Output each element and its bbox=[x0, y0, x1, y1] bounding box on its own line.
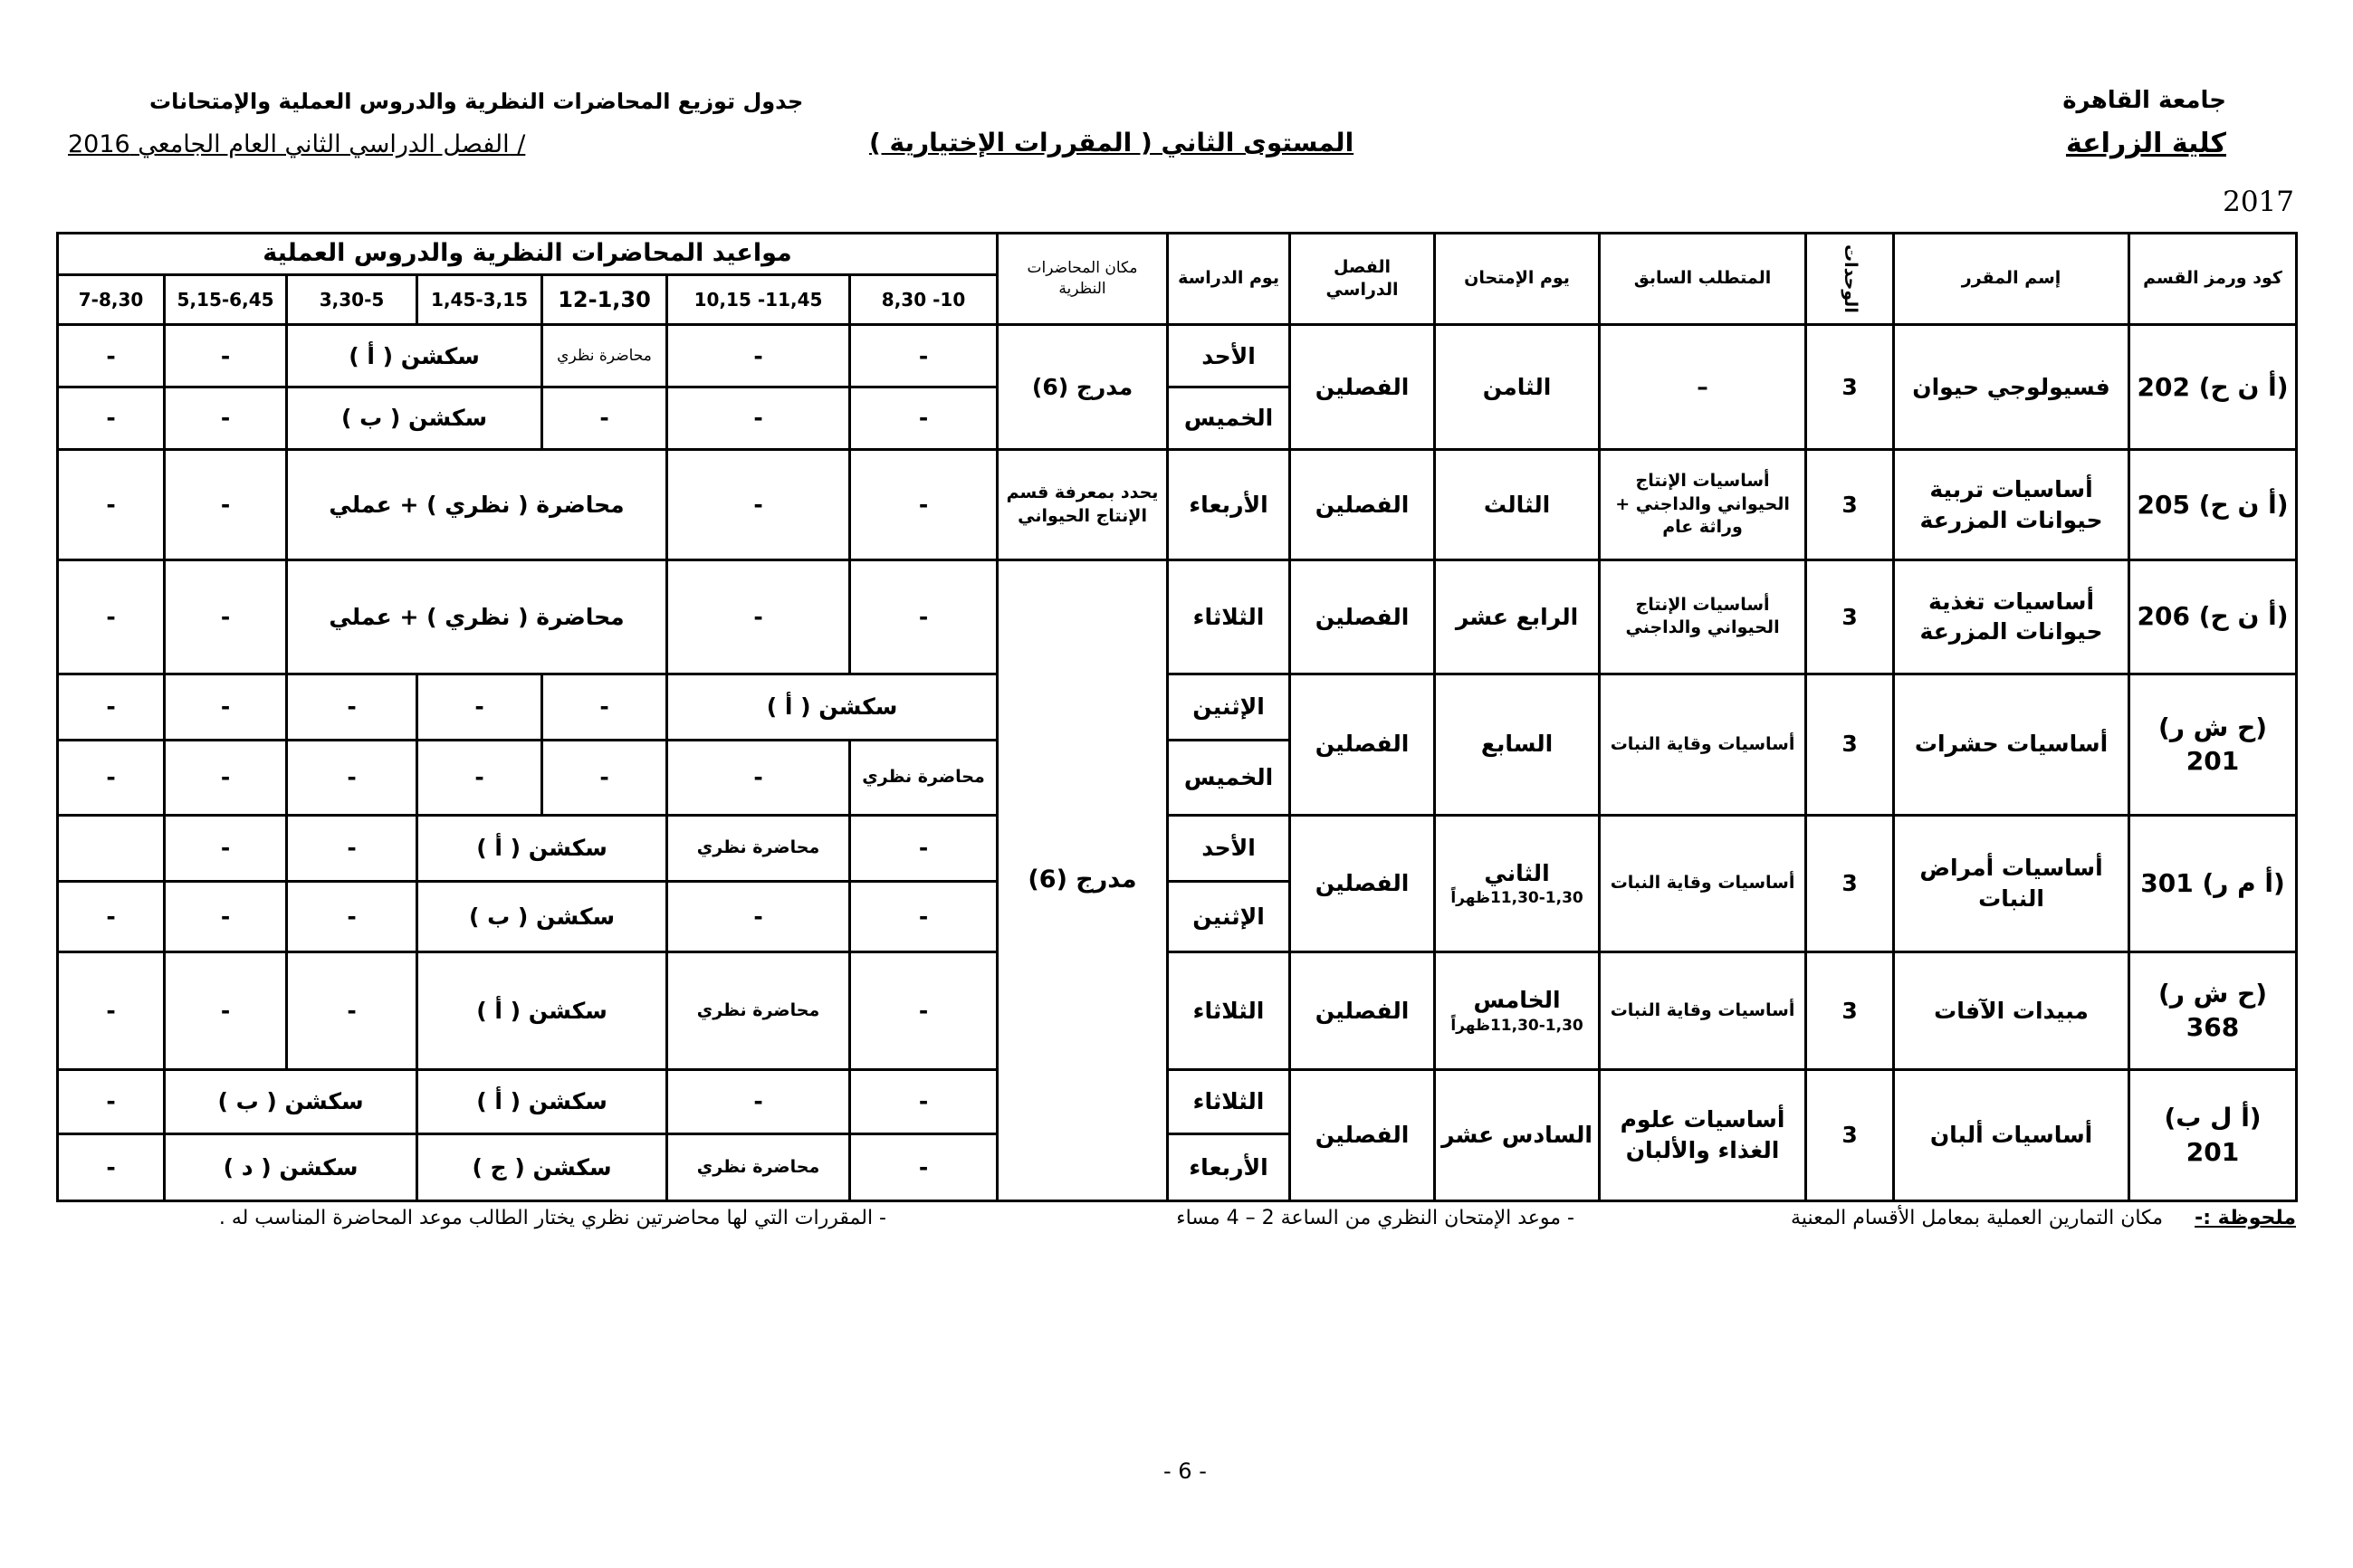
course-name: أساسيات تربية حيوانات المزرعة bbox=[1894, 450, 2129, 560]
schedule-table bbox=[56, 232, 2298, 1202]
time-slot-4: 1,45-3,15 bbox=[417, 274, 542, 325]
slot-cell: - bbox=[850, 881, 998, 951]
course-term: الفصلين bbox=[1290, 450, 1435, 560]
study-day: الأربعاء bbox=[1168, 450, 1290, 560]
course-units: 3 bbox=[1806, 674, 1894, 815]
course-code: (أ ل ب) 201 bbox=[2129, 1069, 2297, 1200]
header-times-title: مواعيد المحاضرات النظرية والدروس العملية bbox=[58, 234, 998, 275]
header-exam-day: يوم الإمتحان bbox=[1435, 234, 1600, 325]
course-name: أساسيات ألبان bbox=[1894, 1069, 2129, 1200]
note-lectures: - المقررات التي لها محاضرتين نظري يختار الطالب موعد المحاضرة المناسب له . bbox=[218, 1207, 886, 1229]
course-term: الفصلين bbox=[1290, 952, 1435, 1070]
slot-cell: - bbox=[850, 387, 998, 450]
slot-cell: محاضرة نظري bbox=[667, 952, 850, 1070]
study-day: الخميس bbox=[1168, 387, 1290, 450]
faculty-name: كلية الزراعة bbox=[2065, 128, 2226, 159]
course-term: الفصلين bbox=[1290, 325, 1435, 450]
slot-cell: سكشن ( د ) bbox=[165, 1133, 417, 1200]
level-title: المستوى الثاني ( المقررات الإختيارية ) bbox=[869, 128, 1354, 158]
header-prereq: المتطلب السابق bbox=[1600, 234, 1806, 325]
table-row bbox=[58, 325, 2297, 387]
slot-cell: محاضرة ( نظري ) + عملي bbox=[287, 450, 667, 560]
course-exam: السابع bbox=[1435, 674, 1600, 815]
slot-cell: - bbox=[850, 560, 998, 674]
slot-cell: - bbox=[667, 325, 850, 387]
course-units: 3 bbox=[1806, 815, 1894, 951]
slot-cell: محاضرة ( نظري ) + عملي bbox=[287, 560, 667, 674]
slot-cell: - bbox=[667, 387, 850, 450]
slot-cell: - bbox=[58, 740, 165, 815]
course-name: فسيولوجي حيوان bbox=[1894, 325, 2129, 450]
course-term: الفصلين bbox=[1290, 815, 1435, 951]
course-code: (أ ن ح) 206 bbox=[2129, 560, 2297, 674]
slot-cell: - bbox=[287, 674, 417, 740]
course-exam bbox=[1435, 952, 1600, 1070]
slot-cell: - bbox=[58, 881, 165, 951]
slot-cell: - bbox=[850, 1069, 998, 1133]
slot-cell: - bbox=[287, 952, 417, 1070]
course-units: 3 bbox=[1806, 560, 1894, 674]
study-day: الخميس bbox=[1168, 740, 1290, 815]
study-day: الثلاثاء bbox=[1168, 1069, 1290, 1133]
slot-cell: - bbox=[58, 1069, 165, 1133]
slot-cell: - bbox=[165, 815, 287, 881]
study-day: الأربعاء bbox=[1168, 1133, 1290, 1200]
course-exam: الثالث bbox=[1435, 450, 1600, 560]
study-day: الثلاثاء bbox=[1168, 560, 1290, 674]
exam-time: 11,30-1,30ظهراً bbox=[1450, 889, 1583, 908]
study-day: الأحد bbox=[1168, 325, 1290, 387]
slot-cell: سكشن ( ب ) bbox=[287, 387, 542, 450]
time-slot-1: 10- 8,30 bbox=[850, 274, 998, 325]
course-term: الفصلين bbox=[1290, 560, 1435, 674]
slot-cell: سكشن ( أ ) bbox=[287, 325, 542, 387]
note-practical: مكان التمارين العملية بمعامل الأقسام المعنية bbox=[1791, 1207, 2163, 1229]
note-exam-time: - موعد الإمتحان النظري من الساعة 2 – 4 مساء bbox=[1176, 1207, 1574, 1229]
course-exam: الرابع عشر bbox=[1435, 560, 1600, 674]
course-name: أساسيات أمراض النبات bbox=[1894, 815, 2129, 951]
course-exam: السادس عشر bbox=[1435, 1069, 1600, 1200]
header-study-day: يوم الدراسة bbox=[1168, 234, 1290, 325]
course-exam: الثامن bbox=[1435, 325, 1600, 450]
course-place: مدرج (6) bbox=[998, 325, 1168, 450]
study-day: الأحد bbox=[1168, 815, 1290, 881]
course-term: الفصلين bbox=[1290, 1069, 1435, 1200]
page-number: - 6 - bbox=[1163, 1458, 1207, 1484]
course-units: 3 bbox=[1806, 952, 1894, 1070]
shared-place: مدرج (6) bbox=[998, 560, 1168, 1201]
course-term: الفصلين bbox=[1290, 674, 1435, 815]
slot-cell: - bbox=[287, 740, 417, 815]
slot-cell bbox=[58, 815, 165, 881]
header-units: الوحدات bbox=[1806, 234, 1894, 325]
course-prereq: أساسيات وقاية النبات bbox=[1600, 815, 1806, 951]
time-slot-6: 5,15-6,45 bbox=[165, 274, 287, 325]
slot-cell: - bbox=[667, 881, 850, 951]
slot-cell: - bbox=[850, 815, 998, 881]
slot-cell: - bbox=[287, 881, 417, 951]
course-units: 3 bbox=[1806, 1069, 1894, 1200]
slot-cell: سكشن ( ج ) bbox=[417, 1133, 667, 1200]
slot-cell: - bbox=[58, 674, 165, 740]
slot-cell: - bbox=[58, 1133, 165, 1200]
slot-cell: - bbox=[165, 952, 287, 1070]
course-name: مبيدات الآفات bbox=[1894, 952, 2129, 1070]
course-name: أساسيات تغذية حيوانات المزرعة bbox=[1894, 560, 2129, 674]
slot-cell: - bbox=[850, 325, 998, 387]
slot-cell: محاضرة نظري bbox=[667, 1133, 850, 1200]
slot-cell: - bbox=[850, 952, 998, 1070]
course-code: (ح ش ر) 368 bbox=[2129, 952, 2297, 1070]
header-term: الفصل الدراسي bbox=[1290, 234, 1435, 325]
slot-cell: سكشن ( ب ) bbox=[165, 1069, 417, 1133]
slot-cell: - bbox=[165, 325, 287, 387]
slot-cell: سكشن ( أ ) bbox=[667, 674, 998, 740]
slot-cell: سكشن ( ب ) bbox=[417, 881, 667, 951]
study-day: الثلاثاء bbox=[1168, 952, 1290, 1070]
course-prereq: أساسيات علوم الغذاء والألبان bbox=[1600, 1069, 1806, 1200]
slot-cell: - bbox=[417, 740, 542, 815]
slot-cell: - bbox=[542, 387, 667, 450]
slot-cell: سكشن ( أ ) bbox=[417, 1069, 667, 1133]
slot-cell: سكشن ( أ ) bbox=[417, 815, 667, 881]
time-slot-5: 3,30-5 bbox=[287, 274, 417, 325]
course-exam bbox=[1435, 815, 1600, 951]
slot-cell: - bbox=[667, 560, 850, 674]
study-day: الإثنين bbox=[1168, 881, 1290, 951]
course-prereq: أساسيات الإنتاج الحيواني والداجني + وراثة عام bbox=[1600, 450, 1806, 560]
table-row bbox=[58, 674, 2297, 740]
course-code: (أ م ر) 301 bbox=[2129, 815, 2297, 951]
slot-cell: - bbox=[165, 560, 287, 674]
course-code: (أ ن ح) 202 bbox=[2129, 325, 2297, 450]
slot-cell: - bbox=[667, 1069, 850, 1133]
university-name: جامعة القاهرة bbox=[2062, 87, 2226, 114]
time-slot-7: 7-8,30 bbox=[58, 274, 165, 325]
slot-cell: - bbox=[165, 387, 287, 450]
slot-cell: سكشن ( أ ) bbox=[417, 952, 667, 1070]
slot-cell: محاضرة نظري bbox=[667, 815, 850, 881]
slot-cell: - bbox=[165, 450, 287, 560]
slot-cell: - bbox=[667, 450, 850, 560]
header-code: كود ورمز القسم bbox=[2129, 234, 2297, 325]
slot-cell: - bbox=[542, 740, 667, 815]
table-row bbox=[58, 1069, 2297, 1133]
time-slot-3: 12-1,30 bbox=[542, 274, 667, 325]
slot-cell: - bbox=[58, 450, 165, 560]
slot-cell: - bbox=[667, 740, 850, 815]
table-row bbox=[58, 815, 2297, 881]
slot-cell: - bbox=[58, 952, 165, 1070]
slot-cell: محاضرة نظري bbox=[850, 740, 998, 815]
slot-cell: محاضرة نظري bbox=[542, 325, 667, 387]
time-slot-2: 11,45- 10,15 bbox=[667, 274, 850, 325]
course-prereq: أساسيات وقاية النبات bbox=[1600, 952, 1806, 1070]
exam-day: الخامس bbox=[1473, 987, 1561, 1014]
note-label: ملحوظة :- bbox=[2195, 1207, 2296, 1229]
course-prereq: – bbox=[1600, 325, 1806, 450]
header-place: مكان المحاضرات النظرية bbox=[998, 234, 1168, 325]
slot-cell: - bbox=[58, 560, 165, 674]
slot-cell: - bbox=[850, 1133, 998, 1200]
table-row bbox=[58, 952, 2297, 1070]
course-name: أساسيات حشرات bbox=[1894, 674, 2129, 815]
table-row bbox=[58, 450, 2297, 560]
header-name: إسم المقرر bbox=[1894, 234, 2129, 325]
slot-cell: - bbox=[850, 450, 998, 560]
schedule-title: جدول توزيع المحاضرات النظرية والدروس العملية والإمتحانات bbox=[149, 89, 804, 114]
course-place: يحدد بمعرفة قسم الإنتاج الحيواني bbox=[998, 450, 1168, 560]
slot-cell: - bbox=[58, 387, 165, 450]
slot-cell: - bbox=[165, 740, 287, 815]
course-prereq: أساسيات الإنتاج الحيواني والداجني bbox=[1600, 560, 1806, 674]
semester-title: الفصل الدراسي الثاني العام الجامعي 2016 / bbox=[68, 130, 526, 158]
slot-cell: - bbox=[417, 674, 542, 740]
study-day: الإثنين bbox=[1168, 674, 1290, 740]
slot-cell: - bbox=[58, 325, 165, 387]
year-end: 2017 bbox=[2223, 186, 2294, 218]
exam-day: الثاني bbox=[1484, 859, 1550, 886]
table-row bbox=[58, 560, 2297, 674]
course-units: 3 bbox=[1806, 325, 1894, 450]
slot-cell: - bbox=[165, 674, 287, 740]
slot-cell: - bbox=[165, 881, 287, 951]
slot-cell: - bbox=[542, 674, 667, 740]
course-prereq: أساسيات وقاية النبات bbox=[1600, 674, 1806, 815]
course-code: (ح ش ر) 201 bbox=[2129, 674, 2297, 815]
course-units: 3 bbox=[1806, 450, 1894, 560]
exam-time: 11,30-1,30ظهراً bbox=[1450, 1016, 1583, 1035]
slot-cell: - bbox=[287, 815, 417, 881]
course-code: (أ ن ح) 205 bbox=[2129, 450, 2297, 560]
